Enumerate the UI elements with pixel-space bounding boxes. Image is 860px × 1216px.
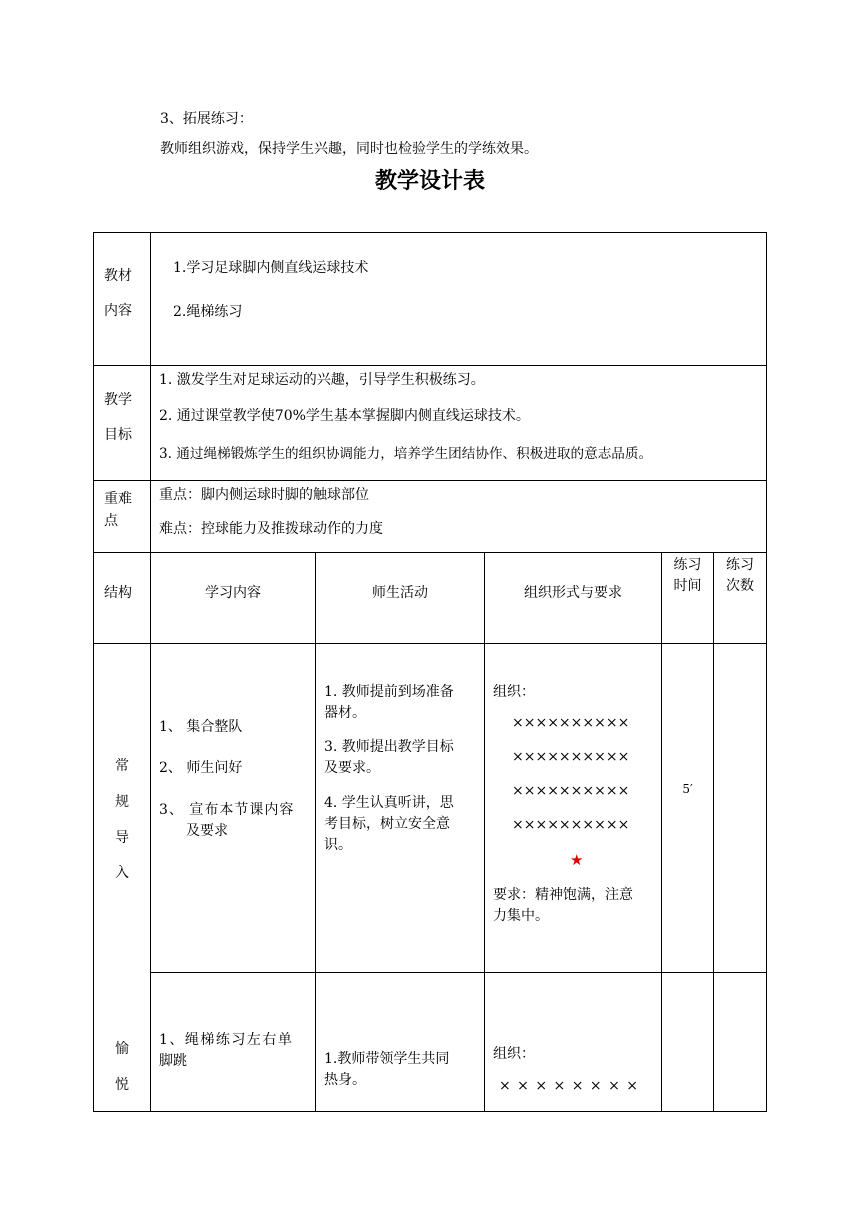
- section1-activity-line: 4. 学生认真听讲，思: [324, 795, 454, 811]
- lesson-plan-table: [93, 232, 767, 1112]
- header-activity-text: 师生活动: [372, 585, 428, 601]
- section1-requirement: 要求：精神饱满，注意: [493, 887, 633, 903]
- keypoints-value-cell: [151, 481, 767, 553]
- header-time-text: 时间: [673, 578, 702, 594]
- section1-organization-cell: [485, 644, 662, 973]
- content-item: 1.学习足球脚内侧直线运球技术: [173, 260, 369, 276]
- header-structure: [94, 553, 151, 644]
- section1-content-item: 及要求: [186, 823, 228, 839]
- section1-activity-cell: [316, 644, 485, 973]
- keypoints-label-1: 重难: [104, 491, 132, 507]
- section1-content-item: 2、 师生问好: [159, 760, 243, 776]
- section1-activity-line: 考目标，树立安全意: [324, 816, 450, 832]
- section2-activity-cell: [316, 973, 485, 1112]
- section1-activity-line: 1. 教师提前到场准备: [324, 684, 454, 700]
- section2-content-cell: [151, 973, 316, 1112]
- header-organization: [485, 553, 662, 644]
- section2-count-cell: [714, 973, 767, 1112]
- goals-value-cell: [151, 366, 767, 481]
- structure-label: 规: [115, 794, 129, 810]
- section2-org-label: 组织：: [493, 1046, 535, 1062]
- header-structure-text: 结构: [104, 585, 132, 601]
- header-time: [662, 553, 714, 644]
- structure-label: 导: [115, 830, 129, 846]
- keypoints-label-cell: [94, 481, 151, 553]
- section2-activity-line: 1.教师带领学生共同: [324, 1051, 450, 1067]
- content-row: [94, 233, 767, 366]
- intro-heading: 3、拓展练习：: [160, 111, 253, 127]
- goal-item: 3. 通过绳梯锻炼学生的组织协调能力，培养学生团结协作、积极进取的意志品质。: [159, 446, 653, 462]
- section2-activity-line: 热身。: [324, 1072, 366, 1088]
- content-label-1: 教材: [104, 268, 132, 284]
- content-item: 2.绳梯练习: [173, 304, 243, 320]
- header-count: [714, 553, 767, 644]
- section2-organization-cell: [485, 973, 662, 1112]
- section1-org-label: 组织：: [493, 684, 535, 700]
- goal-item: 1. 激发学生对足球运动的兴趣，引导学生积极练习。: [159, 372, 485, 388]
- header-count-text: 练习: [726, 557, 755, 573]
- section1-content-item: 3、 宣布本节课内容: [159, 802, 295, 818]
- section1-activity-line: 3. 教师提出教学目标: [324, 739, 454, 755]
- section1-content-item: 1、 集合整队: [159, 719, 243, 735]
- section1-count-cell: [714, 644, 767, 973]
- section1-time: 5′: [682, 782, 693, 796]
- structure-cell: [94, 644, 151, 1112]
- goals-label-1: 教学: [104, 392, 132, 408]
- keypoint-item: 难点：控球能力及推拨球动作的力度: [159, 521, 383, 537]
- section2-content-item: 脚跳: [159, 1053, 187, 1069]
- section2-time-cell: [662, 973, 714, 1112]
- goals-label-2: 目标: [104, 427, 132, 443]
- section-fun-row: [94, 973, 767, 1112]
- section1-content-cell: [151, 644, 316, 973]
- formation-row: ××××××××××: [512, 817, 630, 833]
- keypoints-row: [94, 481, 767, 553]
- header-content: [151, 553, 316, 644]
- structure-label: 悦: [115, 1077, 129, 1093]
- section1-activity-line: 及要求。: [324, 760, 380, 776]
- structure-label: 常: [115, 758, 129, 774]
- header-activity: [316, 553, 485, 644]
- page-title: 教学设计表: [374, 169, 485, 194]
- section-routine-row: [94, 644, 767, 973]
- section1-activity-line: 识。: [324, 837, 352, 853]
- header-content-text: 学习内容: [205, 585, 261, 601]
- keypoints-label-2: 点: [104, 513, 118, 529]
- content-label-2: 内容: [104, 303, 132, 319]
- header-time-text: 练习: [673, 557, 702, 573]
- content-label-cell: [94, 233, 151, 366]
- section1-time-cell: [662, 644, 714, 973]
- section1-activity-line: 器材。: [324, 705, 366, 721]
- content-value-cell: [151, 233, 767, 366]
- formation-row: ××××××××××: [512, 783, 630, 799]
- formation-row: × × × × × × × ×: [499, 1078, 639, 1094]
- goals-row: [94, 366, 767, 481]
- goal-item: 2. 通过课堂教学使70%学生基本掌握脚内侧直线运球技术。: [159, 408, 530, 424]
- structure-label: 入: [115, 865, 129, 881]
- goals-label-cell: [94, 366, 151, 481]
- formation-row: ××××××××××: [512, 715, 630, 731]
- header-count-text: 次数: [726, 578, 755, 594]
- teacher-star-icon: ★: [570, 851, 584, 869]
- keypoint-item: 重点：脚内侧运球时脚的触球部位: [159, 487, 369, 503]
- header-row: [94, 553, 767, 644]
- section1-requirement: 力集中。: [493, 908, 549, 924]
- intro-text: 教师组织游戏，保持学生兴趣，同时也检验学生的学练效果。: [160, 141, 538, 157]
- formation-row: ××××××××××: [512, 749, 630, 765]
- structure-label: 愉: [115, 1041, 129, 1057]
- header-organization-text: 组织形式与要求: [524, 585, 622, 601]
- section2-content-item: 1、绳梯练习左右单: [159, 1032, 294, 1048]
